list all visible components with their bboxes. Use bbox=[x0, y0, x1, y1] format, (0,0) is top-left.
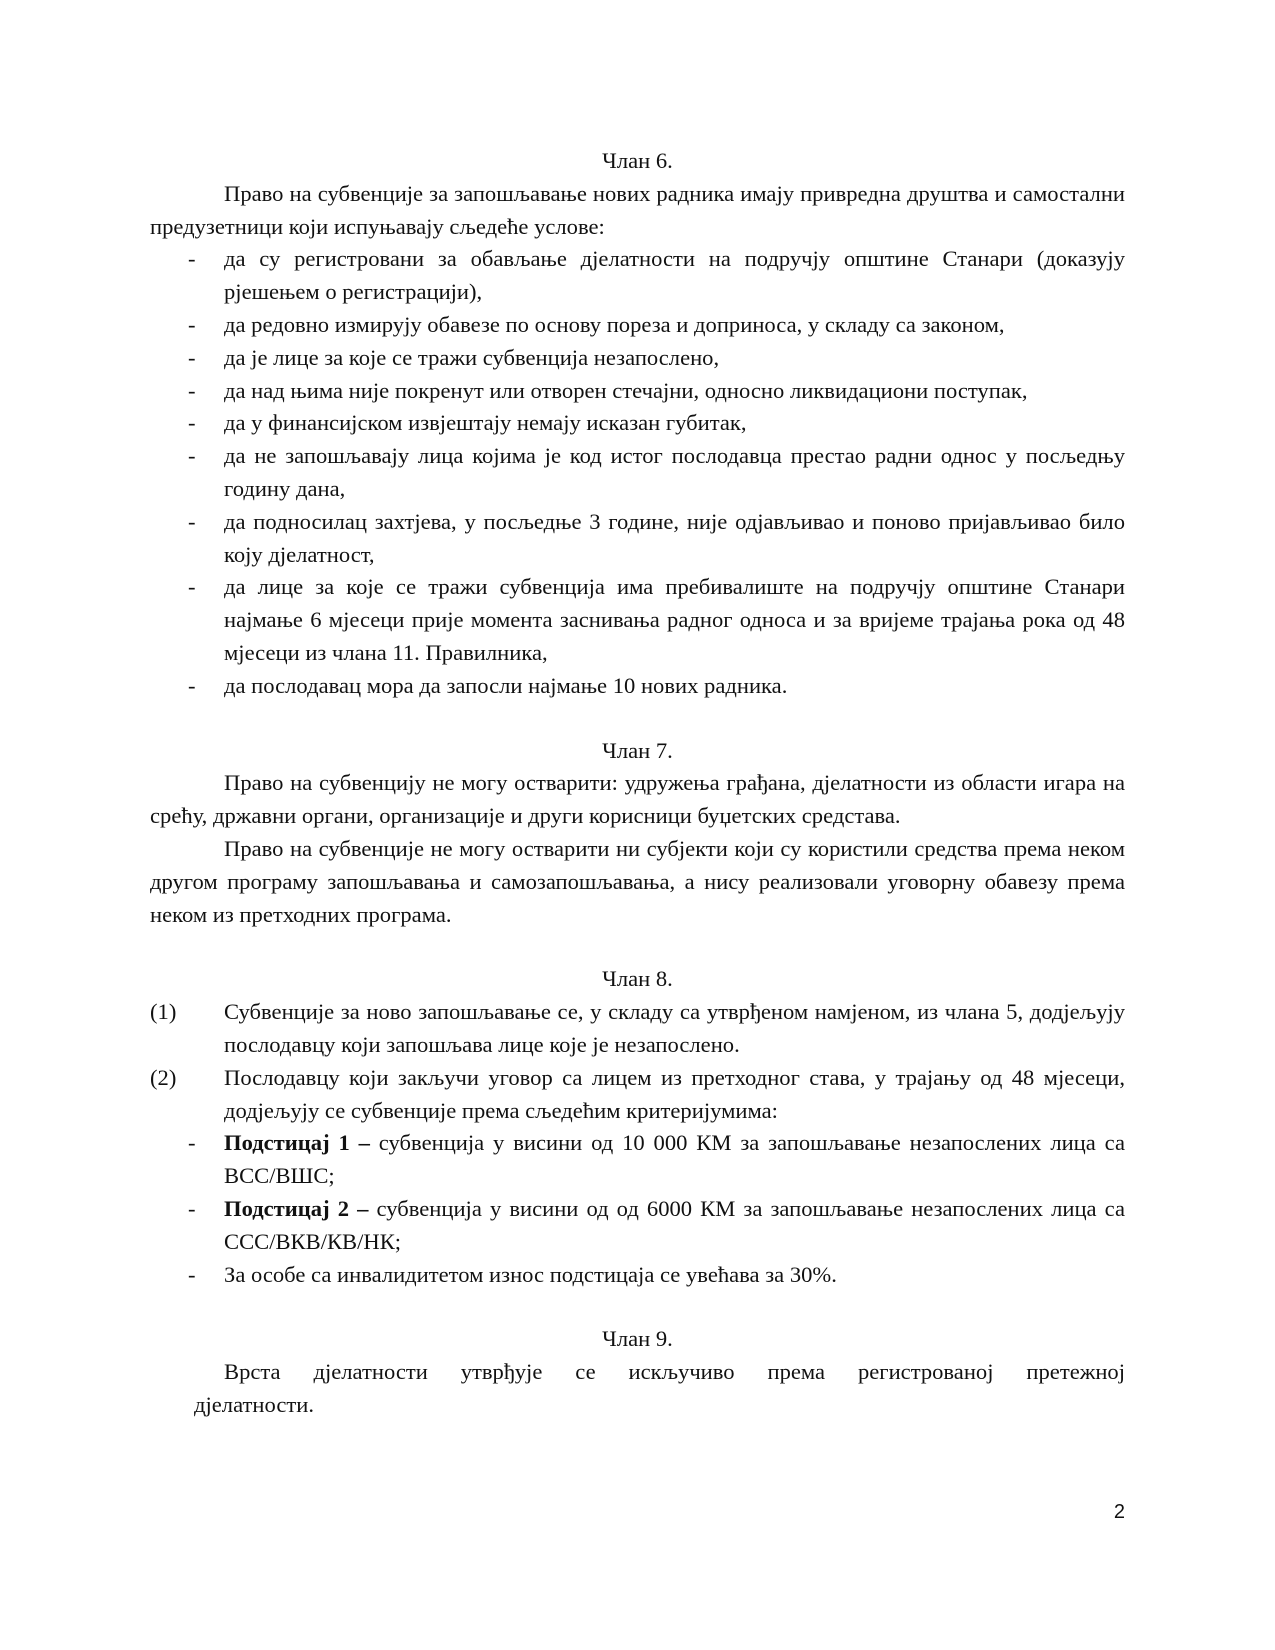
article-8-item-1 bbox=[150, 996, 1125, 1062]
list-item: - Подстицај 1 – субвенција у висини од 10 000 КМ за запошљавање незапослених лица са ВСС/ВШС; bbox=[188, 1130, 1125, 1189]
item-text: Субвенције за ново запошљавање се, у складу са утврђеном намјеном, из члана 5, додјељују послодавцу који запошљава лице које је незапослено. bbox=[224, 999, 1125, 1057]
article-8-criteria bbox=[150, 1127, 1125, 1291]
article-9-text: Врста дјелатности утврђује се искључиво према регистрованој претежној bbox=[224, 1359, 1125, 1385]
list-item: - да у финансијском извјештају немају исказан губитак, bbox=[188, 410, 747, 436]
incentive-2-label: Подстицај 2 – bbox=[224, 1195, 369, 1221]
list-item: - Подстицај 2 – субвенција у висини од од 6000 КМ за запошљавање незапослених лица са ССС/ВКВ/КВ/НК; bbox=[188, 1195, 1125, 1254]
incentive-1-label: Подстицај 1 – bbox=[224, 1130, 370, 1156]
list-item: - да редовно измирују обавезе по основу пореза и доприноса, у складу са законом, bbox=[188, 311, 1005, 337]
list-item: - да послодавац мора да запосли најмање 10 нових радника. bbox=[188, 672, 788, 698]
article-8-item-2 bbox=[150, 1062, 1125, 1128]
list-item: - да над њима није покренут или отворен стечајни, односно ликвидациони поступак, bbox=[188, 377, 1028, 403]
list-item: - да лице за које се тражи субвенција има пребивалиште на подручју општине Станари најмање 6 мјесеци прије момента заснивања радног односа и за вријеме трајања рока од 48 мјесеци из члана 11. Правилника, bbox=[188, 574, 1125, 665]
article-7-paragraph-2: Право на субвенције не могу остварити ни субјекти који су користили средства према неком другом програму запошљавања и самозапошљавања, а нису реализовали уговорну обавезу према неком из претходних програма. bbox=[150, 835, 1125, 927]
article-7-title: Члан 7. bbox=[602, 737, 673, 763]
article-9-text-continued: дјелатности. bbox=[194, 1391, 314, 1417]
list-item: - За особе са инвалидитетом износ подстицаја се увећава за 30%. bbox=[188, 1261, 837, 1287]
list-item: - да не запошљавају лица којима је код истог послодавца престао радни однос у посљедњу годину дана, bbox=[188, 443, 1125, 501]
article-9-title: Члан 9. bbox=[602, 1326, 673, 1352]
article-7-paragraph-1: Право на субвенцију не могу остварити: удружења грађана, дјелатности из области игара на срећу, државни органи, организације и други корисници буџетских средстава. bbox=[150, 770, 1125, 829]
document-page bbox=[150, 145, 1125, 1422]
list-item: - да је лице за које се тражи субвенција незапослено, bbox=[188, 344, 720, 370]
article-6-conditions bbox=[150, 243, 1125, 702]
item-text: Послодавцу који закључи уговор са лицем из претходног става, у трајању од 48 мјесеци, додјељују се субвенције према сљедећим критеријумима: bbox=[224, 1064, 1125, 1123]
article-6-intro: Право на субвенције за запошљавање нових радника имају привредна друштва и самостални предузетници који испуњавају сљедеће услове: bbox=[150, 180, 1125, 239]
article-6-title: Члан 6. bbox=[602, 148, 673, 173]
list-item: - да подносилац захтјева, у посљедње 3 године, није одјављивао и поново пријављивао било коју дјелатност, bbox=[188, 508, 1125, 567]
article-8-title: Члан 8. bbox=[602, 966, 673, 992]
page-number: 2 bbox=[1113, 1501, 1125, 1523]
list-item: - да су регистровани за обављање дјелатности на подручју општине Станари (доказују рјешењем о регистрацији), bbox=[188, 246, 1125, 305]
item-number: (2) bbox=[150, 1064, 177, 1090]
item-number: (1) bbox=[150, 999, 177, 1025]
